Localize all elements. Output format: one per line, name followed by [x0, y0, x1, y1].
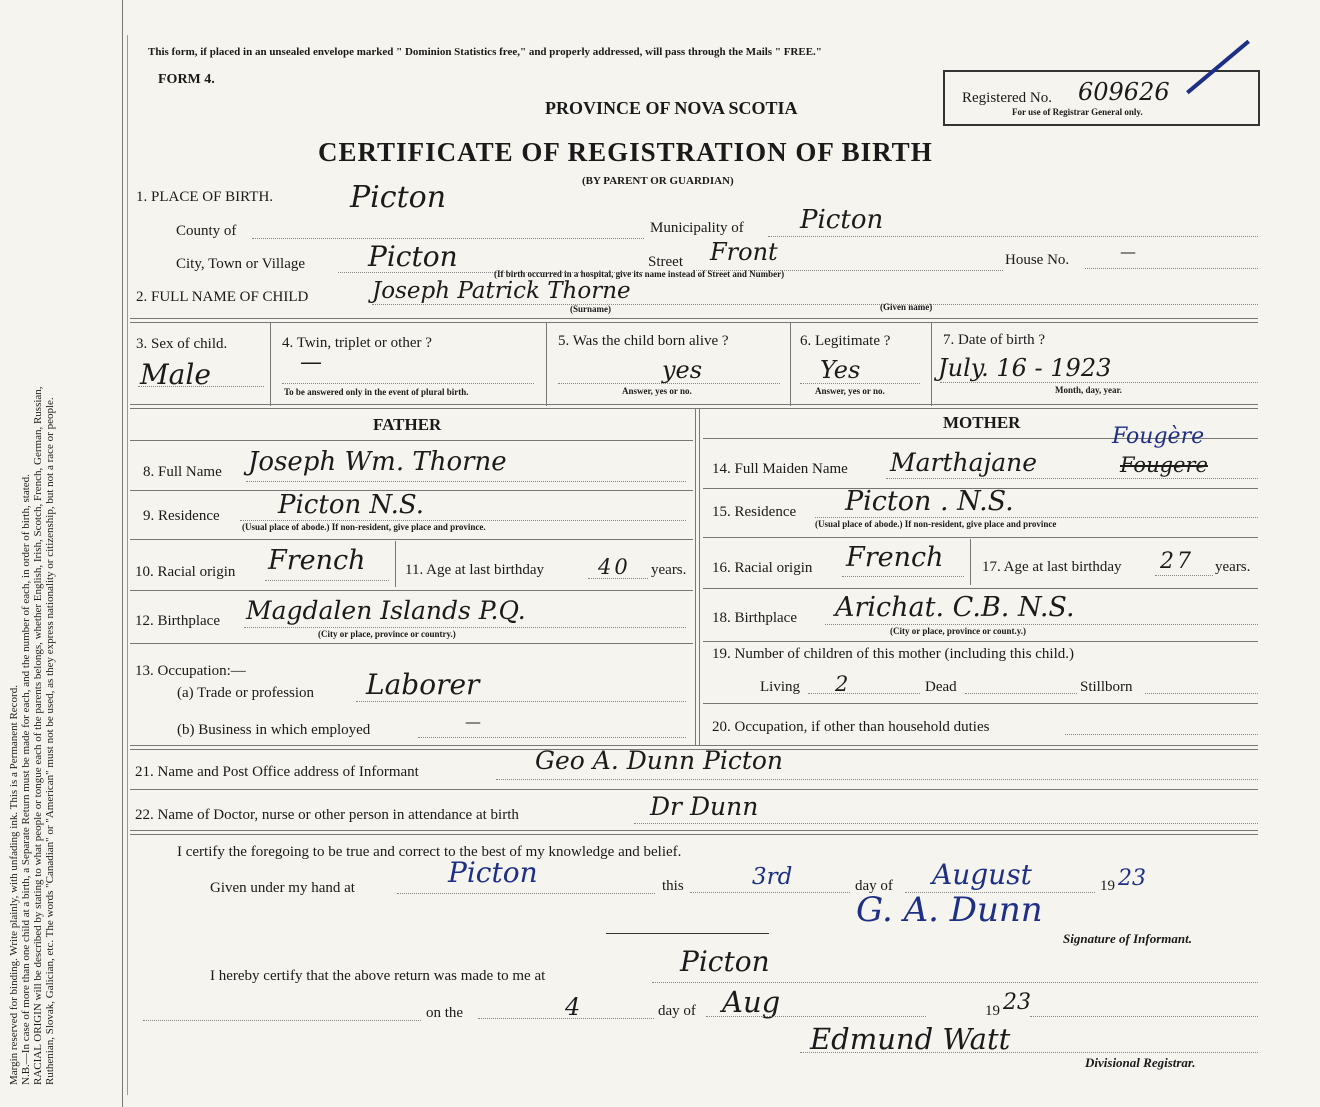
doctor-value: Dr Dunn — [650, 792, 759, 821]
cell-divider — [790, 323, 791, 406]
father-name-line — [246, 481, 686, 482]
city-value: Picton — [368, 240, 458, 273]
registrar-day-line — [478, 1018, 654, 1019]
sex-label: 3. Sex of child. — [136, 336, 228, 352]
this-label: this — [662, 878, 684, 894]
registrar-place: Picton — [680, 945, 770, 978]
twin-line — [282, 383, 534, 384]
alive-value: yes — [662, 356, 703, 384]
mother-birthplace-value: Arichat. C.B. N.S. — [835, 592, 1075, 623]
mother-residence-note: (Usual place of abode.) If non-resident, give place and province — [815, 519, 1057, 529]
mother-name-correction: Fougère — [1112, 424, 1205, 449]
city-label: City, Town or Village — [176, 256, 306, 272]
father-residence-label: 9. Residence — [143, 508, 220, 524]
mother-name-struck: Fougere — [1120, 453, 1208, 477]
twin-label: 4. Twin, triplet or other ? — [282, 335, 432, 351]
margin-note-2: N.B.—In case of more than one child at a birth, a Separate Return must be made for each, and the number of each, in order of birth, stated. — [20, 474, 32, 1085]
mother-birthplace-note: (City or place, province or count.y.) — [890, 626, 1026, 636]
trade-label: (a) Trade or profession — [177, 685, 315, 701]
certify-year-prefix: 19 — [1100, 878, 1115, 894]
business-value: — — [465, 712, 481, 731]
father-birthplace-line — [244, 627, 686, 628]
registrar-year: 23 — [1003, 990, 1031, 1015]
mother-birthplace-line — [825, 624, 1258, 625]
registrar-signature-line — [800, 1052, 1258, 1053]
row-line — [130, 440, 693, 441]
registered-note: For use of Registrar General only. — [1012, 107, 1143, 117]
mother-racial-label: 16. Racial origin — [712, 560, 813, 576]
given-name-note: (Given name) — [880, 302, 933, 312]
section-divider — [130, 404, 1258, 409]
county-line — [252, 238, 644, 239]
house-value: — — [1120, 242, 1136, 261]
place-of-birth-label: 1. PLACE OF BIRTH. — [136, 189, 274, 205]
father-residence-value: Picton N.S. — [278, 490, 424, 520]
hospital-note: (If birth occurred in a hospital, give its name instead of Street and Number) — [494, 269, 785, 279]
father-name-value: Joseph Wm. Thorne — [248, 447, 507, 477]
mother-name-value: Marthajane — [890, 448, 1038, 477]
father-birthplace-label: 12. Birthplace — [135, 613, 220, 629]
street-value: Front — [710, 238, 778, 266]
cell-divider — [931, 323, 932, 406]
mother-occupation-line — [1065, 734, 1258, 735]
surname-note: (Surname) — [570, 304, 611, 314]
row-line — [130, 789, 1258, 790]
margin-note-4: Ruthenian, Slovak, Galician, etc. The words "Canadian" or "American" must not be used, as they express nationality or citizenship, but not a race or people. — [44, 397, 56, 1085]
mail-note: This form, if placed in an unsealed envelope marked " Dominion Statistics free," and properly addressed, will pass through the Mails " FREE." — [148, 46, 822, 58]
child-name-value: Joseph Patrick Thorne — [372, 278, 631, 304]
mother-residence-value: Picton . N.S. — [845, 486, 1014, 517]
registered-label: Registered No. — [962, 90, 1052, 106]
mother-age-line — [1155, 575, 1213, 576]
living-line — [808, 693, 920, 694]
column-divider — [695, 409, 700, 746]
margin-note-1: Margin reserved for binding. Write plainly, with unfading ink. This is a Permanent Record. — [8, 685, 20, 1085]
mother-racial-value: French — [846, 542, 944, 573]
mother-racial-line — [842, 576, 964, 577]
living-value: 2 — [835, 672, 849, 696]
father-racial-line — [265, 580, 389, 581]
page-title: CERTIFICATE OF REGISTRATION OF BIRTH — [318, 137, 933, 167]
father-age-label: 11. Age at last birthday — [405, 562, 544, 578]
father-birthplace-value: Magdalen Islands P.Q. — [246, 596, 526, 625]
legitimate-note: Answer, yes or no. — [815, 386, 885, 396]
sex-value: Male — [140, 358, 211, 391]
place-of-birth-value: Picton — [350, 180, 447, 215]
alive-note: Answer, yes or no. — [622, 386, 692, 396]
doctor-line — [634, 823, 1258, 824]
cell-divider — [395, 541, 396, 587]
cell-divider — [970, 539, 971, 585]
registrar-text: I hereby certify that the above return was made to me at — [210, 968, 546, 984]
registrar-on-label: on the — [426, 1005, 464, 1021]
sex-line — [138, 386, 264, 387]
dob-note: Month, day, year. — [1055, 385, 1122, 395]
registrar-signature-label: Divisional Registrar. — [1085, 1055, 1196, 1070]
father-age-value: 40 — [598, 555, 631, 579]
section-divider — [130, 830, 1258, 835]
registrar-lead-line — [143, 1020, 421, 1021]
mother-age-label: 17. Age at last birthday — [982, 559, 1122, 575]
row-line — [703, 537, 1258, 538]
margin-notes — [0, 0, 123, 1107]
municipality-value: Picton — [800, 205, 884, 235]
father-racial-value: French — [268, 545, 366, 576]
mother-residence-line — [815, 517, 1258, 518]
mother-residence-label: 15. Residence — [712, 504, 797, 520]
father-residence-line — [240, 520, 686, 521]
short-rule — [606, 933, 769, 934]
doctor-label: 22. Name of Doctor, nurse or other person in attendance at birth — [135, 807, 519, 823]
county-label: County of — [176, 223, 237, 239]
dead-label: Dead — [925, 679, 957, 695]
alive-label: 5. Was the child born alive ? — [558, 333, 729, 349]
living-label: Living — [760, 679, 800, 695]
informant-label: 21. Name and Post Office address of Informant — [135, 764, 419, 780]
business-label: (b) Business in which employed — [177, 722, 371, 738]
form-number: FORM 4. — [158, 72, 215, 87]
alive-line — [558, 383, 780, 384]
stillborn-line — [1145, 693, 1258, 694]
street-label: Street — [648, 254, 683, 270]
father-name-label: 8. Full Name — [143, 464, 222, 480]
registered-number: 609626 — [1078, 78, 1170, 106]
municipality-line — [768, 236, 1258, 237]
certify-dayof-label: day of — [855, 878, 893, 894]
registrar-day: 4 — [565, 993, 581, 1021]
trade-line — [356, 701, 686, 702]
margin-note-3: RACIAL ORIGIN will be described by stating to what people or tongue each of the parents belongs, whether English, Irish, Scotch, French, German, Russian, — [32, 386, 44, 1085]
informant-signature-label: Signature of Informant. — [1063, 931, 1192, 946]
mother-heading: MOTHER — [943, 413, 1021, 432]
legitimate-label: 6. Legitimate ? — [800, 333, 891, 349]
registrar-month: Aug — [722, 985, 781, 1019]
given-label: Given under my hand at — [210, 880, 355, 896]
informant-signature: G. A. Dunn — [856, 890, 1043, 930]
legitimate-line — [800, 383, 920, 384]
twin-value: — — [300, 350, 336, 375]
section-divider — [130, 318, 1258, 323]
margin-notes-text — [8, 25, 56, 1085]
occupation-label: 13. Occupation:— — [135, 663, 246, 679]
row-line — [130, 590, 693, 591]
mother-birthplace-label: 18. Birthplace — [712, 610, 797, 626]
father-residence-note: (Usual place of abode.) If non-resident, give place and province. — [242, 522, 486, 532]
registrar-month-line — [706, 1016, 926, 1017]
registrar-dayof-label: day of — [658, 1003, 696, 1019]
mother-age-value: 27 — [1160, 549, 1194, 574]
house-label: House No. — [1005, 252, 1070, 268]
father-age-line — [588, 578, 648, 579]
dead-line — [965, 693, 1077, 694]
dob-value: July. 16 - 1923 — [938, 354, 1112, 382]
children-count-label: 19. Number of children of this mother (including this child.) — [712, 646, 1075, 662]
row-line — [130, 539, 693, 540]
certify-year: 23 — [1118, 866, 1146, 891]
given-place: Picton — [448, 856, 538, 889]
stillborn-label: Stillborn — [1080, 679, 1133, 695]
registrar-place-line — [652, 982, 1258, 983]
row-line — [703, 703, 1258, 704]
trade-value: Laborer — [366, 668, 480, 701]
certify-text: I certify the foregoing to be true and correct to the best of my knowledge and belief. — [177, 844, 682, 860]
dob-line — [940, 382, 1258, 383]
child-name-label: 2. FULL NAME OF CHILD — [136, 289, 309, 305]
row-line — [703, 588, 1258, 589]
mother-name-line — [886, 478, 1258, 479]
certify-day: 3rd — [752, 864, 793, 890]
municipality-label: Municipality of — [650, 220, 744, 236]
father-racial-label: 10. Racial origin — [135, 564, 236, 580]
house-line — [1085, 268, 1258, 269]
province-heading: PROVINCE OF NOVA SCOTIA — [545, 98, 798, 118]
child-name-line — [372, 304, 1258, 305]
mother-years: years. — [1215, 559, 1251, 575]
given-place-line — [397, 893, 655, 894]
mother-occupation-label: 20. Occupation, if other than household duties — [712, 719, 990, 735]
cell-divider — [270, 323, 271, 406]
informant-value: Geo A. Dunn Picton — [535, 746, 784, 775]
cell-divider — [546, 323, 547, 406]
registrar-signature: Edmund Watt — [810, 1022, 1011, 1056]
row-line — [130, 643, 693, 644]
father-birthplace-note: (City or place, province or country.) — [318, 629, 456, 639]
mother-name-label: 14. Full Maiden Name — [712, 461, 848, 477]
informant-line — [496, 779, 1258, 780]
row-line — [703, 641, 1258, 642]
twin-note: To be answered only in the event of plural birth. — [284, 387, 469, 397]
legitimate-value: Yes — [820, 356, 861, 384]
margin-rule — [127, 35, 128, 1095]
father-heading: FATHER — [373, 415, 442, 434]
certify-day-line — [690, 892, 850, 893]
certify-month: August — [932, 858, 1032, 891]
registrar-year-prefix: 19 — [985, 1003, 1000, 1019]
father-years: years. — [651, 562, 687, 578]
dob-label: 7. Date of birth ? — [943, 332, 1046, 348]
business-line — [418, 737, 686, 738]
page-subtitle: (BY PARENT OR GUARDIAN) — [582, 175, 734, 187]
registrar-year-line — [1030, 1016, 1258, 1017]
